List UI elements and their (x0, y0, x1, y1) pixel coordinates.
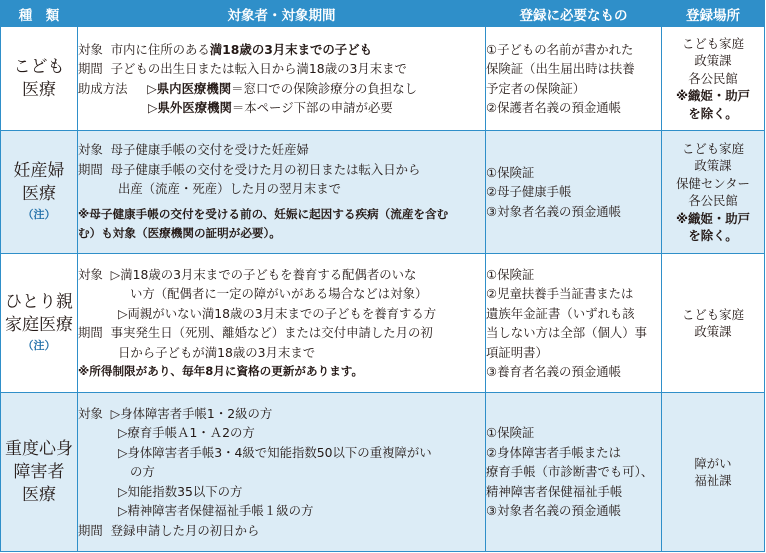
period-text: 出産（流産・死産）した月の翌月末まで (118, 181, 342, 197)
method-label: 助成方法 (78, 80, 128, 96)
register-line: 予定者の保険証） (486, 80, 586, 96)
table-row-disability-medical (1, 393, 765, 552)
place-line: こども家庭 (682, 140, 744, 156)
place-cell (662, 393, 765, 552)
kind-cell (1, 27, 78, 131)
target-line (78, 40, 485, 60)
place-cell (662, 131, 765, 254)
kind-line: ひとり親 (5, 292, 73, 312)
target-line (78, 59, 485, 79)
note-text: む）も対象（医療機関の証明が必要）。 (78, 226, 281, 241)
register-cell (486, 393, 662, 552)
header-target: 対象者・対象期間 (78, 1, 486, 27)
place-line: 障がい (694, 455, 732, 471)
method-text: ＝窓口での保険診療分の負担なし (231, 80, 417, 96)
target-line (78, 521, 485, 541)
target-line (78, 98, 485, 118)
target-text: い方（配偶者に一定の障がいがある場合などは対象） (130, 286, 428, 301)
target-text: ▷身体障害者手帳1・2級の方 (110, 405, 273, 421)
place-line: 福祉課 (694, 473, 732, 488)
place-line: 各公民館 (688, 193, 738, 208)
triangle-bullet-icon: ▷ (148, 100, 158, 115)
target-label: 対象 (78, 142, 103, 158)
period-label: 期間 (78, 161, 103, 177)
kind-line: 障害者 (13, 461, 65, 482)
register-line: ③養育者名義の預金通帳 (486, 364, 622, 379)
period-text: 日から子どもが満18歳の3月末まで (118, 344, 316, 360)
target-text-bold: 満18歳の3月末までの子ども (209, 41, 372, 57)
target-cell (78, 254, 486, 393)
table-row-maternity-medical (1, 131, 765, 254)
place-cell (662, 254, 765, 393)
period-text: 事実発生日（死別、離婚など）または交付申請した月の初 (110, 325, 433, 340)
kind-line: 家庭医療 (5, 315, 73, 335)
note-mark: （注） (22, 208, 56, 221)
target-text: ▷知能指数35以下の方 (118, 483, 243, 499)
place-line: こども家庭 (682, 35, 744, 51)
note-text: ※所得制限があり、毎年8月に資格の更新があります。 (78, 364, 364, 378)
register-line: ②保護者名義の預金通帳 (486, 100, 622, 115)
target-line (78, 323, 485, 343)
place-line: こども家庭 (682, 306, 744, 322)
target-label: 対象 (78, 405, 103, 421)
place-line: 政策課 (694, 158, 732, 173)
register-line: ③対象者名義の預金通帳 (486, 503, 622, 519)
kind-line: こども (13, 56, 65, 77)
target-label: 対象 (78, 41, 103, 57)
target-cell (78, 393, 486, 552)
target-cell (78, 131, 486, 254)
period-label: 期間 (78, 522, 103, 538)
register-line: 保険証（出生届出時は扶養 (486, 61, 635, 76)
target-text: ▷満18歳の3月末までの子どもを養育する配偶者のいな (110, 266, 417, 282)
kind-cell (1, 131, 78, 254)
register-line: ①子どもの名前が書かれた (486, 41, 634, 57)
place-line: 各公民館 (688, 70, 738, 86)
header-kind: 種 類 (1, 1, 78, 27)
method-bold: 県外医療機関 (157, 100, 232, 115)
target-text: ▷療育手帳Ａ1・Ａ2の方 (118, 425, 255, 441)
target-line (78, 404, 485, 424)
register-cell (486, 131, 662, 254)
register-line: ①保険証 (486, 164, 535, 180)
target-line (78, 140, 485, 160)
register-line: 療育手帳（市診断書でも可）、 (486, 464, 654, 480)
kind-line: 医療 (22, 184, 56, 204)
register-line: ③対象者名義の預金通帳 (486, 203, 622, 219)
table-row-single-parent-medical (1, 254, 765, 393)
target-text: ▷身体障害者手帳3・4級で知能指数50以下の重複障がい (118, 444, 432, 460)
target-label: 対象 (78, 266, 103, 282)
target-text: の方 (130, 464, 155, 480)
triangle-bullet-icon: ▷ (147, 80, 157, 96)
kind-line: 医療 (22, 484, 56, 505)
kind-cell (1, 254, 78, 393)
header-register: 登録に必要なもの (486, 1, 662, 27)
register-line: 当しない方は全部（個人）事 (486, 325, 648, 340)
kind-line: 重度心身 (5, 438, 73, 459)
kind-line: 妊産婦 (13, 161, 65, 181)
kind-line: 医療 (22, 79, 56, 100)
place-note: を除く。 (688, 105, 738, 121)
note-text: ※母子健康手帳の交付を受ける前の、妊娠に起因する疾病（流産を含む (78, 206, 449, 221)
register-line: ①保険証 (486, 425, 535, 441)
register-cell (486, 254, 662, 393)
target-line (78, 160, 485, 180)
place-note: ※織姫・助戸 (676, 88, 750, 104)
table-header-row (1, 1, 765, 27)
register-line: 精神障害者保健福祉手帳 (486, 483, 623, 499)
place-cell (662, 27, 765, 131)
target-text: 母子健康手帳の交付を受けた妊産婦 (110, 142, 309, 158)
target-line (78, 265, 485, 285)
header-place: 登録場所 (662, 1, 765, 27)
target-cell (78, 27, 486, 131)
period-label: 期間 (78, 61, 103, 76)
place-line: 保健センター (676, 175, 750, 191)
note-mark: （注） (22, 339, 56, 352)
table-row-child-medical (1, 27, 765, 131)
period-text: 登録申請した月の初日から (110, 522, 260, 538)
register-line: ②身体障害者手帳または (486, 444, 622, 460)
target-text: 市内に住所のある (110, 41, 210, 57)
place-line: 政策課 (694, 324, 732, 339)
register-line: ①保険証 (486, 266, 535, 282)
period-text: 母子健康手帳の交付を受けた月の初日または転入日から (110, 161, 421, 177)
register-line: 項証明書） (486, 344, 548, 360)
register-line: ②児童扶養手当証書または (486, 286, 634, 301)
place-note: を除く。 (688, 228, 738, 243)
register-cell (486, 27, 662, 131)
register-line: 遺族年金証書（いずれも該 (486, 305, 635, 321)
period-text: 子どもの出生日または転入日から満18歳の3月末まで (110, 61, 407, 76)
period-label: 期間 (78, 325, 103, 340)
method-text: ＝本ページ下部の申請が必要 (231, 100, 393, 115)
kind-cell (1, 393, 78, 552)
target-text: ▷精神障害者保健福祉手帳１級の方 (118, 503, 314, 519)
place-note: ※織姫・助戸 (676, 210, 750, 226)
register-line: ②母子健康手帳 (486, 184, 572, 200)
target-text: ▷両親がいない満18歳の3月末までの子どもを養育する方 (118, 305, 437, 321)
place-line: 政策課 (694, 53, 732, 69)
target-line (78, 79, 485, 99)
method-bold: 県内医療機関 (156, 80, 232, 96)
